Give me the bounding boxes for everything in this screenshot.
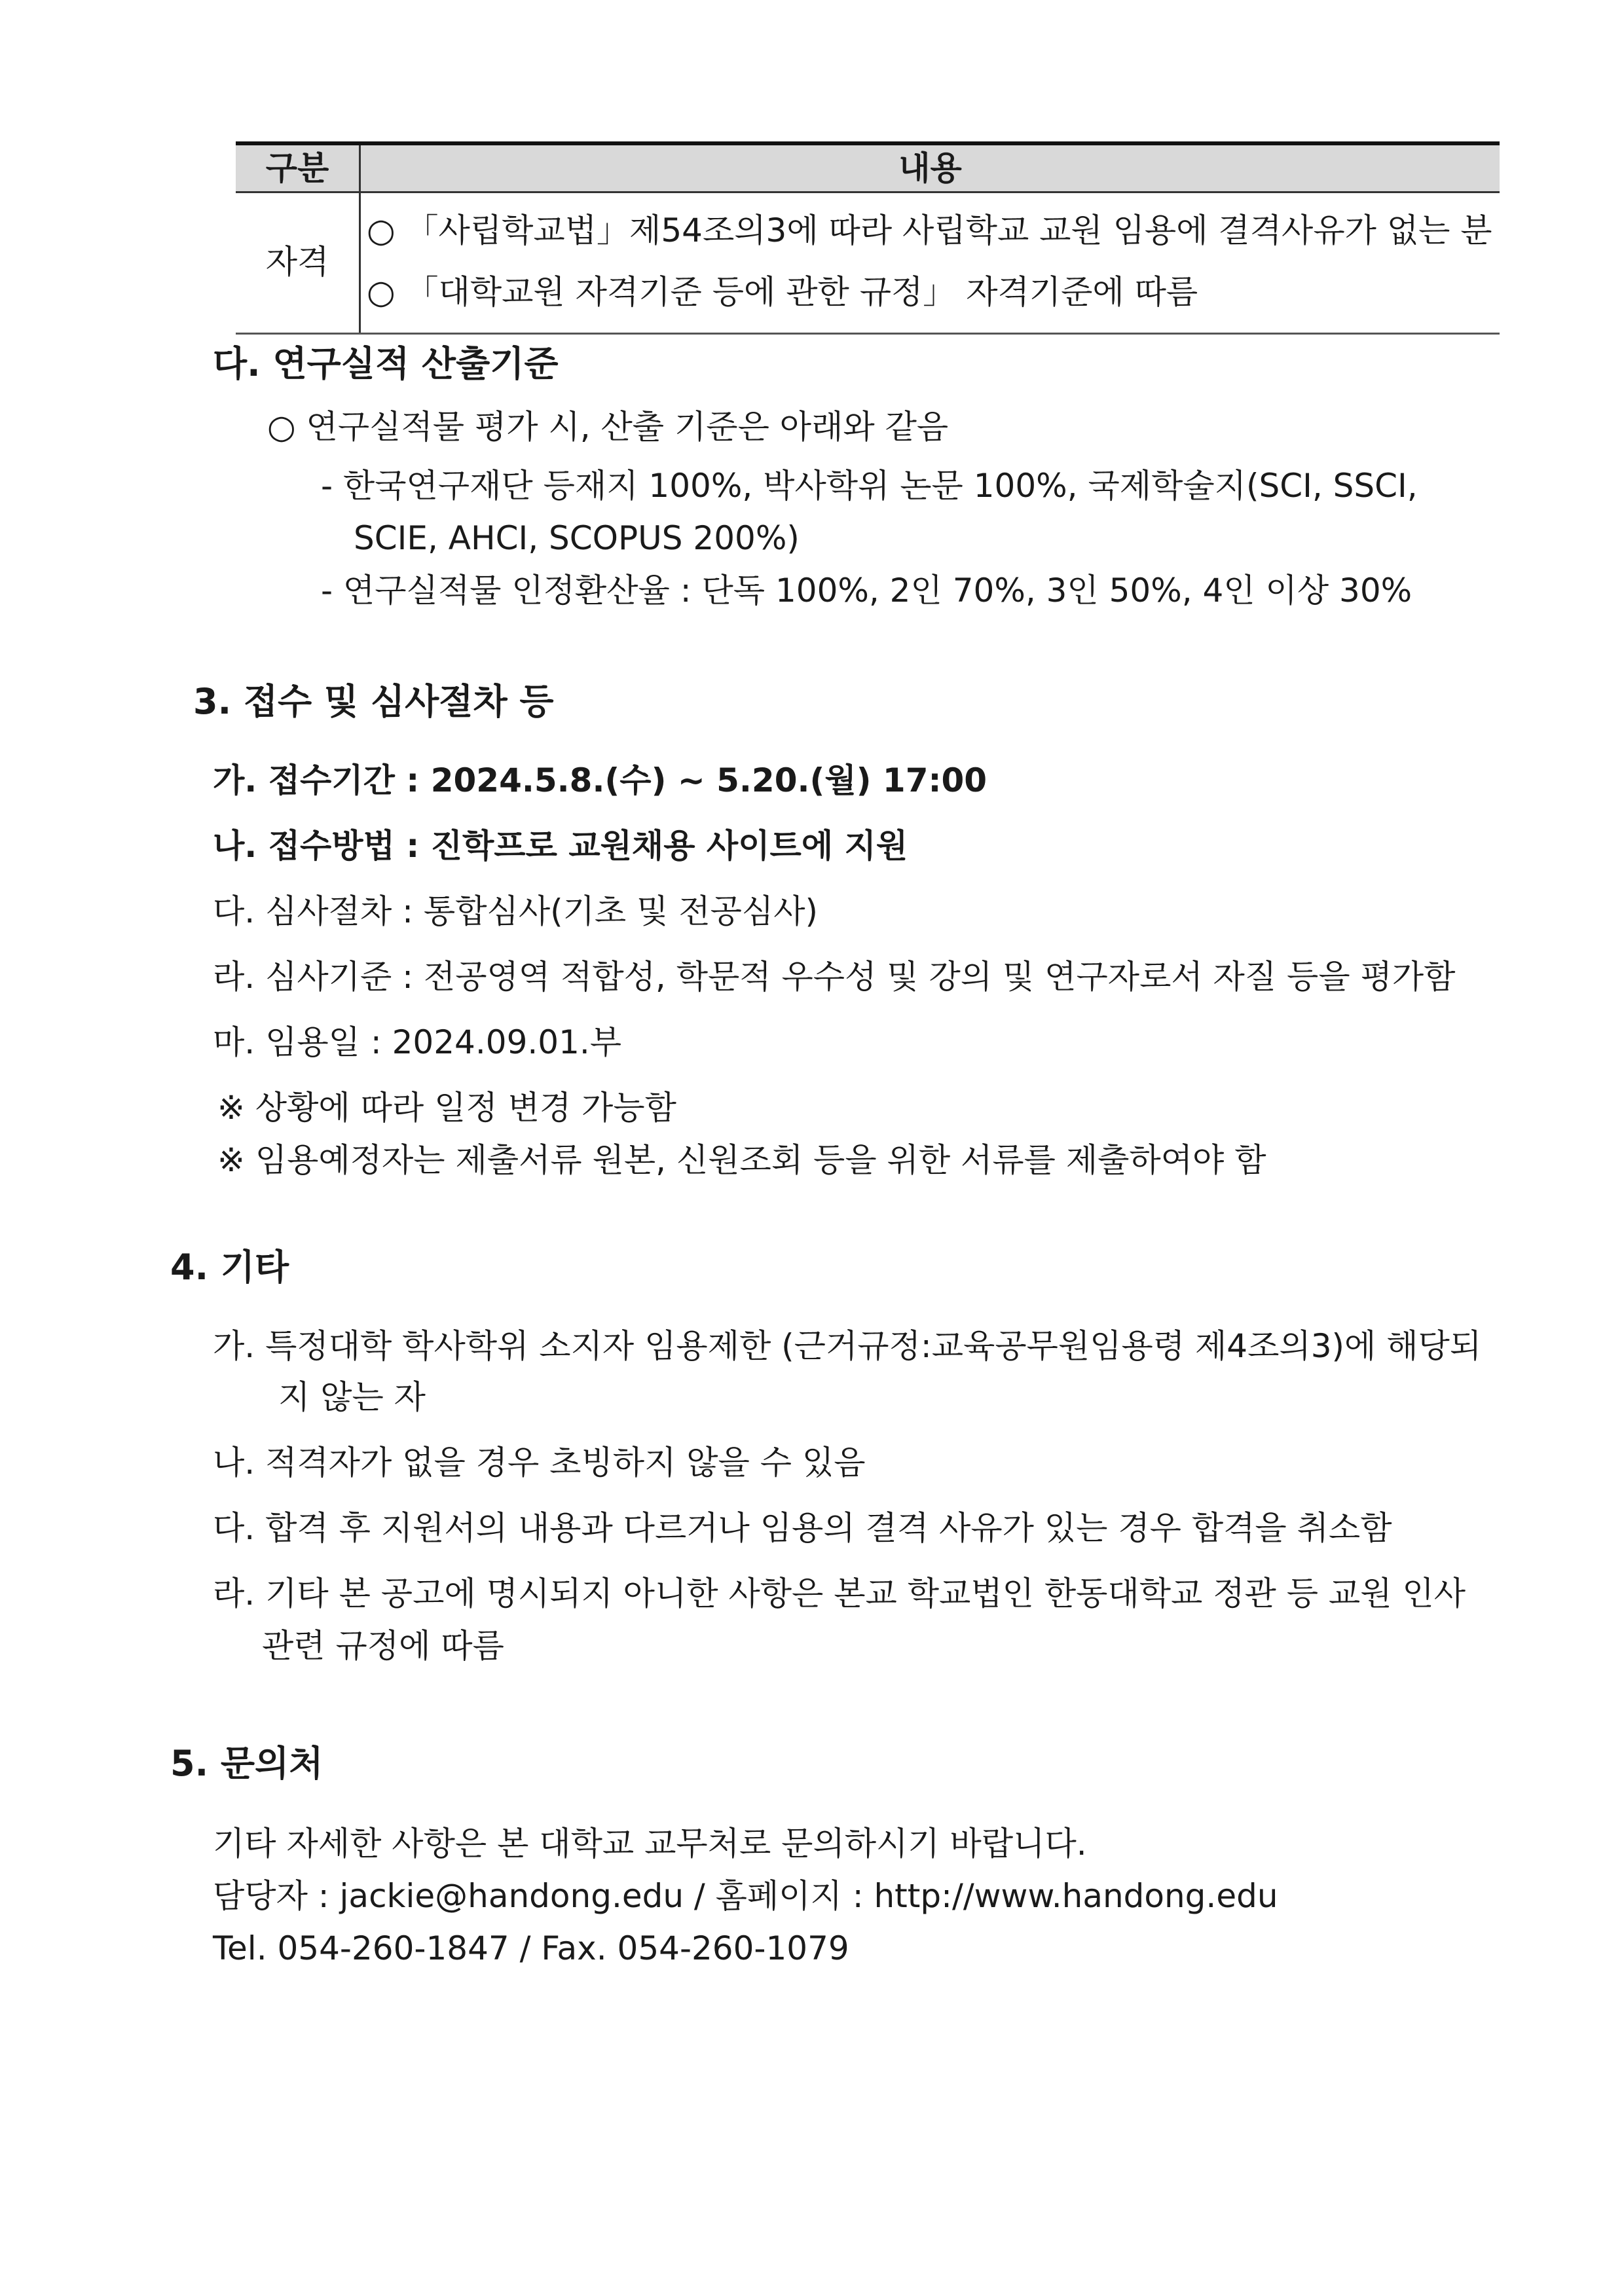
table-row-label: 자격 bbox=[265, 243, 329, 281]
section3-criteria: 라. 심사기준 : 전공영역 적합성, 학문적 우수성 및 강의 및 연구자로서 자질 등을 평가함 bbox=[213, 958, 1456, 996]
table-bottom-border bbox=[236, 333, 1500, 335]
section3-period: 가. 접수기간 : 2024.5.8.(수) ~ 5.20.(월) 17:00 bbox=[213, 761, 987, 799]
section5-title: 5. 문의처 bbox=[170, 1743, 323, 1784]
section4-item-ga-line2: 지 않는 자 bbox=[278, 1378, 426, 1416]
research-criteria-sub2: - 연구실적물 인정환산율 : 단독 100%, 2인 70%, 3인 50%, 4인 이상 30% bbox=[321, 572, 1412, 610]
section3-title: 3. 접수 및 심사절차 등 bbox=[193, 681, 554, 722]
table-header-content: 내용 bbox=[898, 149, 962, 187]
table-header-divider bbox=[236, 191, 1500, 193]
section5-contact-phone-fax: Tel. 054-260-1847 / Fax. 054-260-1079 bbox=[213, 1929, 849, 1967]
section4-item-da: 다. 합격 후 지원서의 내용과 다르거나 임용의 결격 사유가 있는 경우 합격을 취소함 bbox=[213, 1509, 1392, 1547]
table-row-item-2: ○ 「대학교원 자격기준 등에 관한 규정」 자격기준에 따름 bbox=[367, 273, 1198, 311]
section4-item-ra-line2: 관련 규정에 따름 bbox=[262, 1627, 504, 1665]
table-header-category: 구분 bbox=[265, 149, 329, 187]
table-row-item-1: ○ 「사립학교법」제54조의3에 따라 사립학교 교원 임용에 결격사유가 없는 분 bbox=[367, 211, 1492, 249]
section4-item-ga-line1: 가. 특정대학 학사학위 소지자 임용제한 (근거규정:교육공무원임용령 제4조의3)에 해당되 bbox=[213, 1327, 1482, 1365]
section5-contact-intro: 기타 자세한 사항은 본 대학교 교무처로 문의하시기 바랍니다. bbox=[213, 1825, 1087, 1863]
section3-note-2: ※ 임용예정자는 제출서류 원본, 신원조회 등을 위한 서류를 제출하여야 함 bbox=[217, 1141, 1266, 1179]
section5-contact-email-homepage: 담당자 : jackie@handong.edu / 홈페이지 : http://www.handong.edu bbox=[213, 1877, 1278, 1915]
section3-procedure: 다. 심사절차 : 통합심사(기초 및 전공심사) bbox=[213, 892, 819, 930]
research-criteria-sub1-line1: - 한국연구재단 등재지 100%, 박사학위 논문 100%, 국제학술지(SCI, SSCI, bbox=[321, 467, 1418, 505]
section3-appointment-date: 마. 임용일 : 2024.09.01.부 bbox=[213, 1023, 622, 1061]
section3-method: 나. 접수방법 : 진학프로 교원채용 사이트에 지원 bbox=[213, 827, 908, 865]
section4-item-ra-line1: 라. 기타 본 공고에 명시되지 아니한 사항은 본교 학교법인 한동대학교 정관 등 교원 인사 bbox=[213, 1575, 1466, 1613]
research-criteria-title: 다. 연구실적 산출기준 bbox=[213, 343, 559, 384]
section3-note-1: ※ 상황에 따라 일정 변경 가능함 bbox=[217, 1089, 676, 1127]
section4-item-na: 나. 적격자가 없을 경우 초빙하지 않을 수 있음 bbox=[213, 1444, 866, 1482]
section4-title: 4. 기타 bbox=[170, 1247, 289, 1288]
research-criteria-item: ○ 연구실적물 평가 시, 산출 기준은 아래와 같음 bbox=[267, 408, 949, 446]
research-criteria-sub1-line2: SCIE, AHCI, SCOPUS 200%) bbox=[354, 519, 800, 557]
